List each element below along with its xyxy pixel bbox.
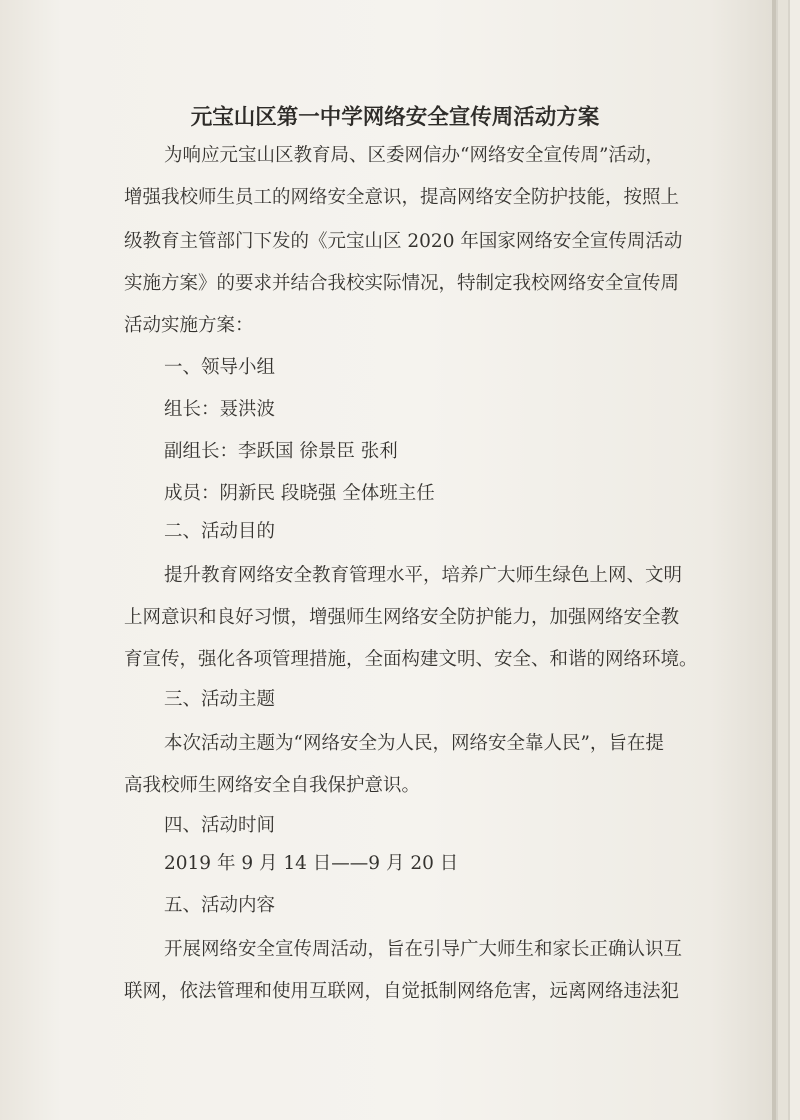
section-heading: 四、活动时间 bbox=[164, 815, 276, 836]
body-line: 开展网络安全宣传周活动，旨在引导广大师生和家长正确认识互 bbox=[164, 939, 683, 960]
body-line: 育宣传，强化各项管理措施，全面构建文明、安全、和谐的网络环境。 bbox=[124, 649, 698, 670]
section-heading: 二、活动目的 bbox=[164, 521, 276, 542]
body-line: 本次活动主题为“网络安全为人民，网络安全靠人民”，旨在提 bbox=[164, 733, 664, 754]
body-line: 活动实施方案： bbox=[124, 315, 254, 336]
paper-edge bbox=[778, 0, 788, 1120]
paper-edge bbox=[772, 0, 776, 1120]
body-line: 2019 年 9 月 14 日——9 月 20 日 bbox=[164, 853, 459, 874]
body-line: 上网意识和良好习惯，增强师生网络安全防护能力，加强网络安全教 bbox=[124, 607, 680, 628]
body-line: 提升教育网络安全教育管理水平，培养广大师生绿色上网、文明 bbox=[164, 565, 683, 586]
body-line: 组长：聂洪波 bbox=[164, 399, 276, 420]
body-line: 增强我校师生员工的网络安全意识，提高网络安全防护技能，按照上 bbox=[124, 187, 680, 208]
section-heading: 三、活动主题 bbox=[164, 689, 276, 710]
body-line: 级教育主管部门下发的《元宝山区 2020 年国家网络安全宣传周活动 bbox=[124, 231, 683, 252]
body-line: 联网，依法管理和使用互联网，自觉抵制网络危害，远离网络违法犯 bbox=[124, 981, 680, 1002]
body-line: 成员：阴新民 段晓强 全体班主任 bbox=[164, 483, 435, 504]
body-line: 实施方案》的要求并结合我校实际情况，特制定我校网络安全宣传周 bbox=[124, 273, 680, 294]
paper-edge bbox=[790, 0, 800, 1120]
section-heading: 一、领导小组 bbox=[164, 357, 276, 378]
body-line: 为响应元宝山区教育局、区委网信办“网络安全宣传周”活动， bbox=[164, 145, 664, 166]
body-line: 副组长：李跃国 徐景臣 张利 bbox=[164, 441, 398, 462]
section-heading: 五、活动内容 bbox=[164, 895, 276, 916]
document-title: 元宝山区第一中学网络安全宣传周活动方案 bbox=[190, 105, 600, 130]
body-line: 高我校师生网络安全自我保护意识。 bbox=[124, 775, 421, 796]
